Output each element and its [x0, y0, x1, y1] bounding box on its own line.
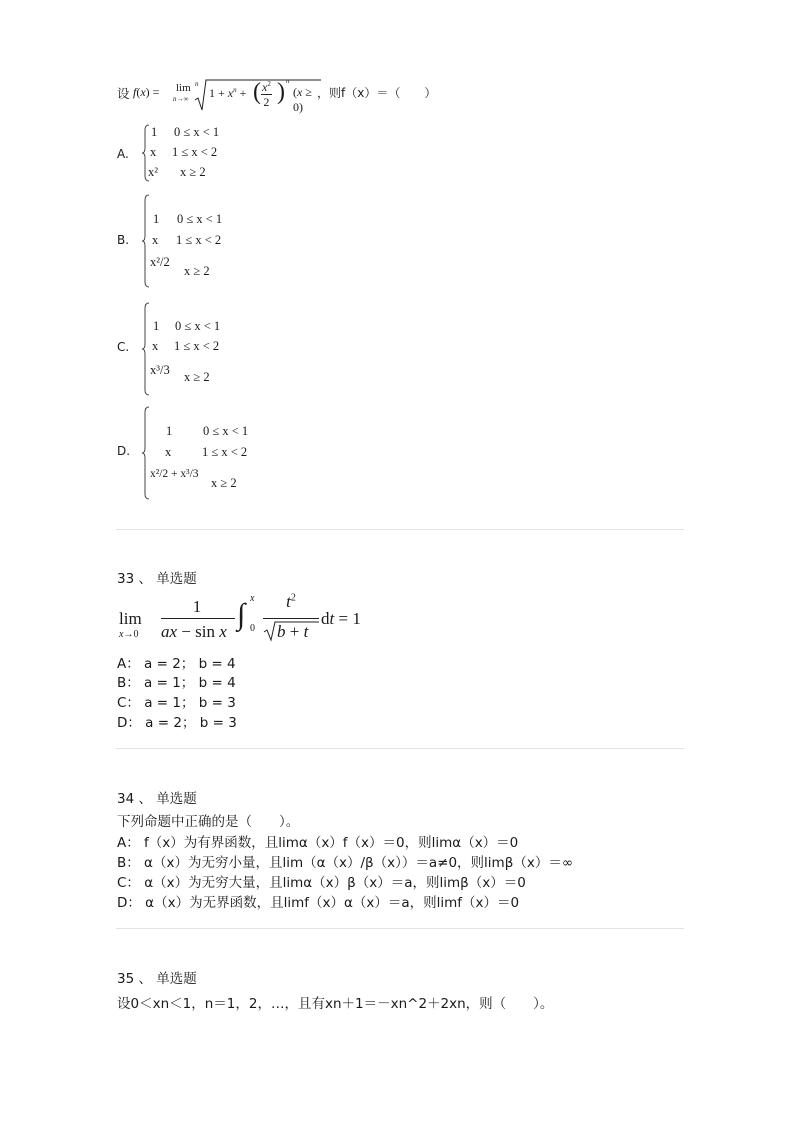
q33-option-c[interactable]: C： a = 1； b = 3 [117, 695, 236, 711]
piece-expr: 1 [151, 125, 158, 139]
option-label: B. [117, 233, 130, 247]
piece-expr: x [152, 233, 159, 247]
left-brace [142, 302, 150, 396]
q32-option-c[interactable] [0, 300, 400, 398]
left-brace [142, 194, 150, 288]
q32-stem [117, 78, 677, 112]
q33-option-b[interactable]: B： a = 1； b = 4 [117, 675, 236, 691]
piece-expr: x²/2 [150, 255, 170, 269]
piece-expr: 1 [166, 424, 173, 438]
piece-cond: 0 ≤ x < 1 [175, 319, 221, 333]
q32-prefix: 设 [117, 86, 130, 101]
q34-option-b[interactable]: B： α（x）为无穷小量，且lim（α（x）/β（x））＝a≠0，则limβ（x）＝∞ [117, 855, 574, 871]
piece-expr: x [165, 445, 172, 459]
piece-cond: 0 ≤ x < 1 [177, 212, 223, 226]
piece-expr: 1 [153, 212, 160, 226]
option-label: D. [117, 444, 131, 458]
piece-expr: x² [148, 165, 158, 179]
option-label: C. [117, 340, 130, 354]
q35-stem: 设0＜xn＜1，n＝1，2，…，且有xn＋1＝－xn^2＋2xn，则（ ）。 [117, 996, 554, 1012]
option-label: A. [117, 147, 129, 161]
q33-header: 33 、 单选题 [117, 571, 197, 587]
q33-formula: lim x→0 1 ax − sin x ∫ x 0 $t^2$ b + t dt = 1 [119, 592, 361, 641]
q32-option-b[interactable] [0, 192, 400, 290]
q33-option-d[interactable]: D： a = 2； b = 3 [117, 715, 237, 731]
q32-option-d[interactable] [0, 404, 400, 502]
piece-cond: x ≥ 2 [184, 370, 210, 384]
piece-expr: x²/2 + x³/3 [150, 468, 199, 480]
divider [116, 928, 684, 929]
piece-expr: x [150, 145, 157, 159]
q35-header: 35 、 单选题 [117, 971, 197, 987]
piece-cond: x ≥ 2 [211, 476, 237, 490]
q32-option-a[interactable] [0, 122, 400, 184]
q34-stem: 下列命题中正确的是（ ）。 [117, 814, 300, 830]
piece-cond: x ≥ 2 [180, 165, 206, 179]
piece-expr: x³/3 [150, 363, 170, 377]
q34-option-d[interactable]: D： α（x）为无界函数，且limf（x）α（x）＝a，则limf（x）＝0 [117, 895, 520, 911]
piece-cond: 1 ≤ x < 2 [174, 339, 220, 353]
divider [116, 529, 684, 530]
piece-cond: 0 ≤ x < 1 [174, 125, 220, 139]
q34-option-c[interactable]: C： α（x）为无穷大量，且limα（x）β（x）＝a，则limβ（x）＝0 [117, 875, 526, 891]
q34-header: 34 、 单选题 [117, 791, 197, 807]
q32-formula: f(x) = lim n→∞ n $1 + x^n$ + ( $\frac{x^2}{2}$ ) n (x ≥ 0) [133, 78, 319, 112]
divider [116, 748, 684, 749]
piece-cond: 1 ≤ x < 2 [176, 233, 222, 247]
piece-cond: 1 ≤ x < 2 [202, 445, 248, 459]
piece-expr: 1 [153, 319, 160, 333]
piece-cond: 0 ≤ x < 1 [203, 424, 249, 438]
left-brace [142, 406, 150, 500]
q32-suffix: ，则f（x）＝（ ） [317, 86, 437, 100]
q34-option-a[interactable]: A： f（x）为有界函数，且limα（x）f（x）＝0，则limα（x）＝0 [117, 835, 519, 851]
piece-cond: x ≥ 2 [184, 264, 210, 278]
piece-expr: x [152, 339, 159, 353]
piece-cond: 1 ≤ x < 2 [172, 145, 218, 159]
q33-option-a[interactable]: A： a = 2； b = 4 [117, 656, 236, 672]
